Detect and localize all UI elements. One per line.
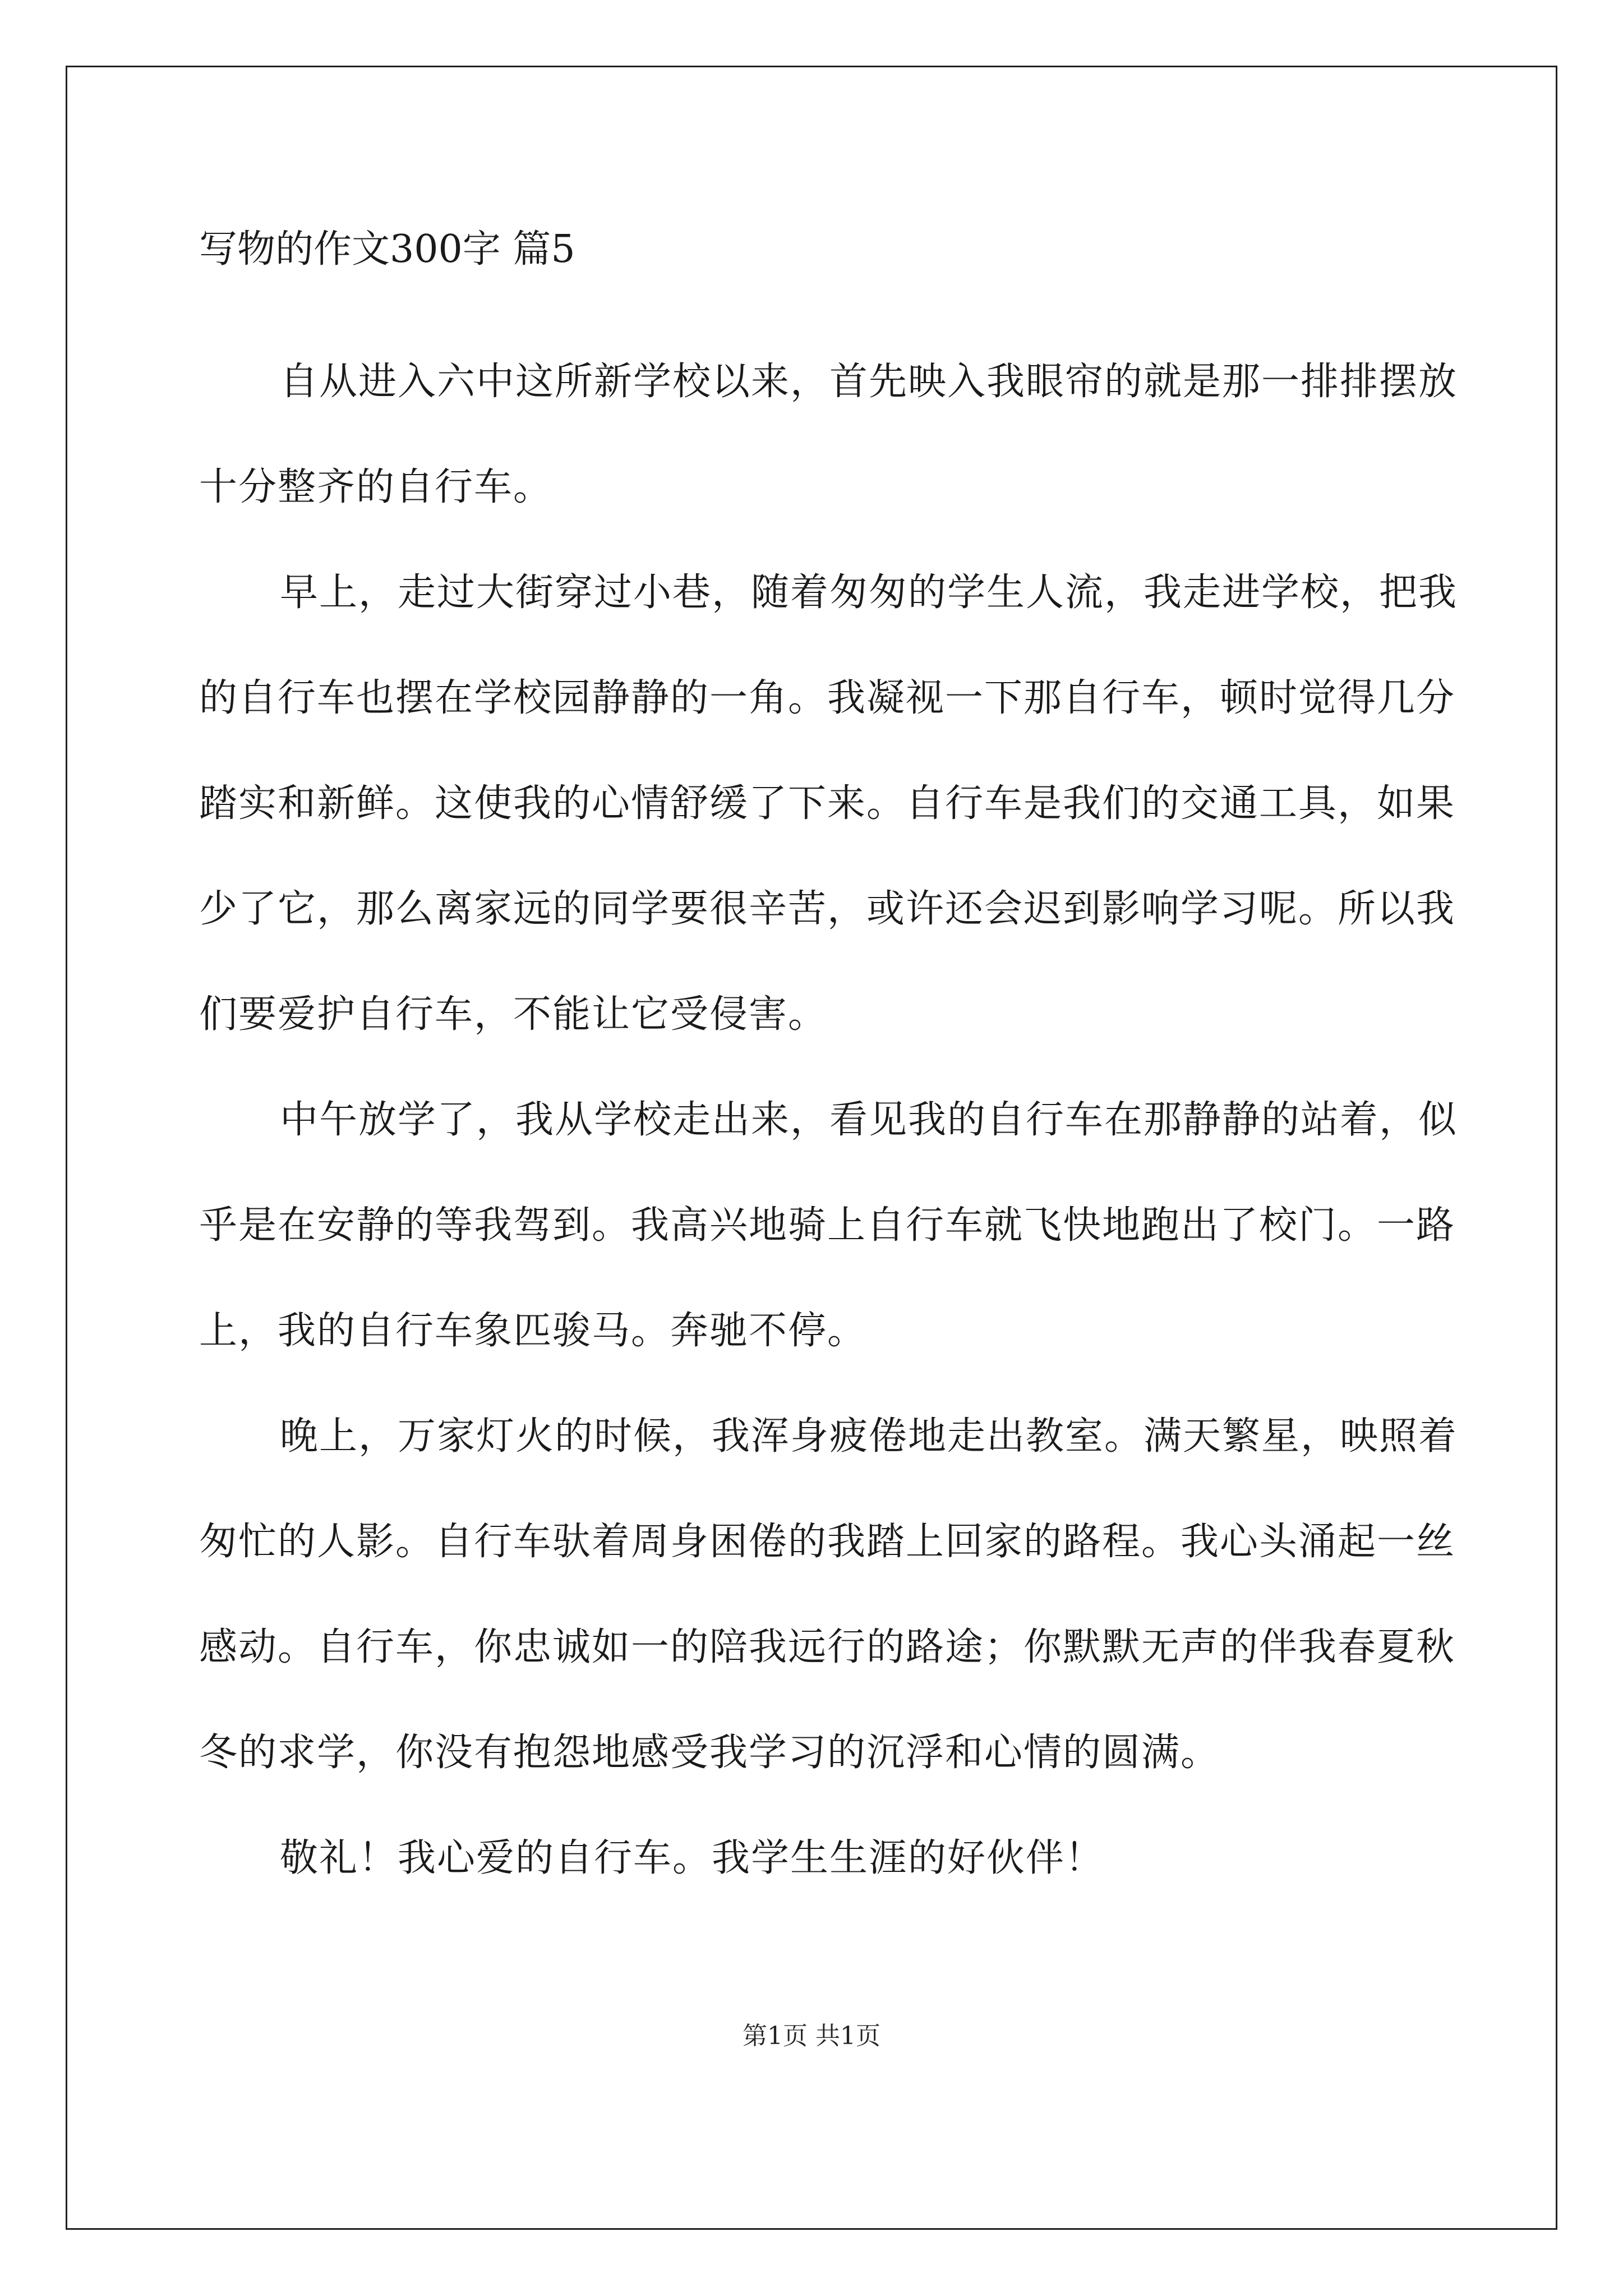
paragraph-4: 晚上，万家灯火的时候，我浑身疲倦地走出教室。满天繁星，映照着匆忙的人影。自行车驮着周身困倦的我踏上回家的路程。我心头涌起一丝感动。自行车，你忠诚如一的陪我远行的路途；你默默无声的伴我春夏秋冬的求学，你没有抱怨地感受我学习的沉浮和心情的圆满。 bbox=[199, 1414, 1458, 1775]
page-footer: 第1页 共1页 bbox=[743, 2022, 880, 2050]
paragraph-5: 敬礼！我心爱的自行车。我学生生涯的好伙伴！ bbox=[280, 1836, 1105, 1880]
paragraph-1: 自从进入六中这所新学校以来，首先映入我眼帘的就是那一排排摆放十分整齐的自行车。 bbox=[199, 360, 1458, 509]
document-title: 写物的作文300字 篇5 bbox=[199, 227, 575, 272]
document-body bbox=[199, 222, 1472, 1911]
paragraph-3: 中午放学了，我从学校走出来，看见我的自行车在那静静的站着，似乎是在安静的等我驾到。我高兴地骑上自行车就飞快地跑出了校门。一路上，我的自行车象匹骏马。奔驰不停。 bbox=[199, 1098, 1458, 1353]
paragraph-2: 早上，走过大街穿过小巷，随着匆匆的学生人流，我走进学校，把我的自行车也摆在学校园静静的一角。我凝视一下那自行车，顿时觉得几分踏实和新鲜。这使我的心情舒缓了下来。自行车是我们的交通工具，如果少了它，那么离家远的同学要很辛苦，或许还会迟到影响学习呢。所以我们要爱护自行车，不能让它受侵害。 bbox=[199, 570, 1458, 1037]
